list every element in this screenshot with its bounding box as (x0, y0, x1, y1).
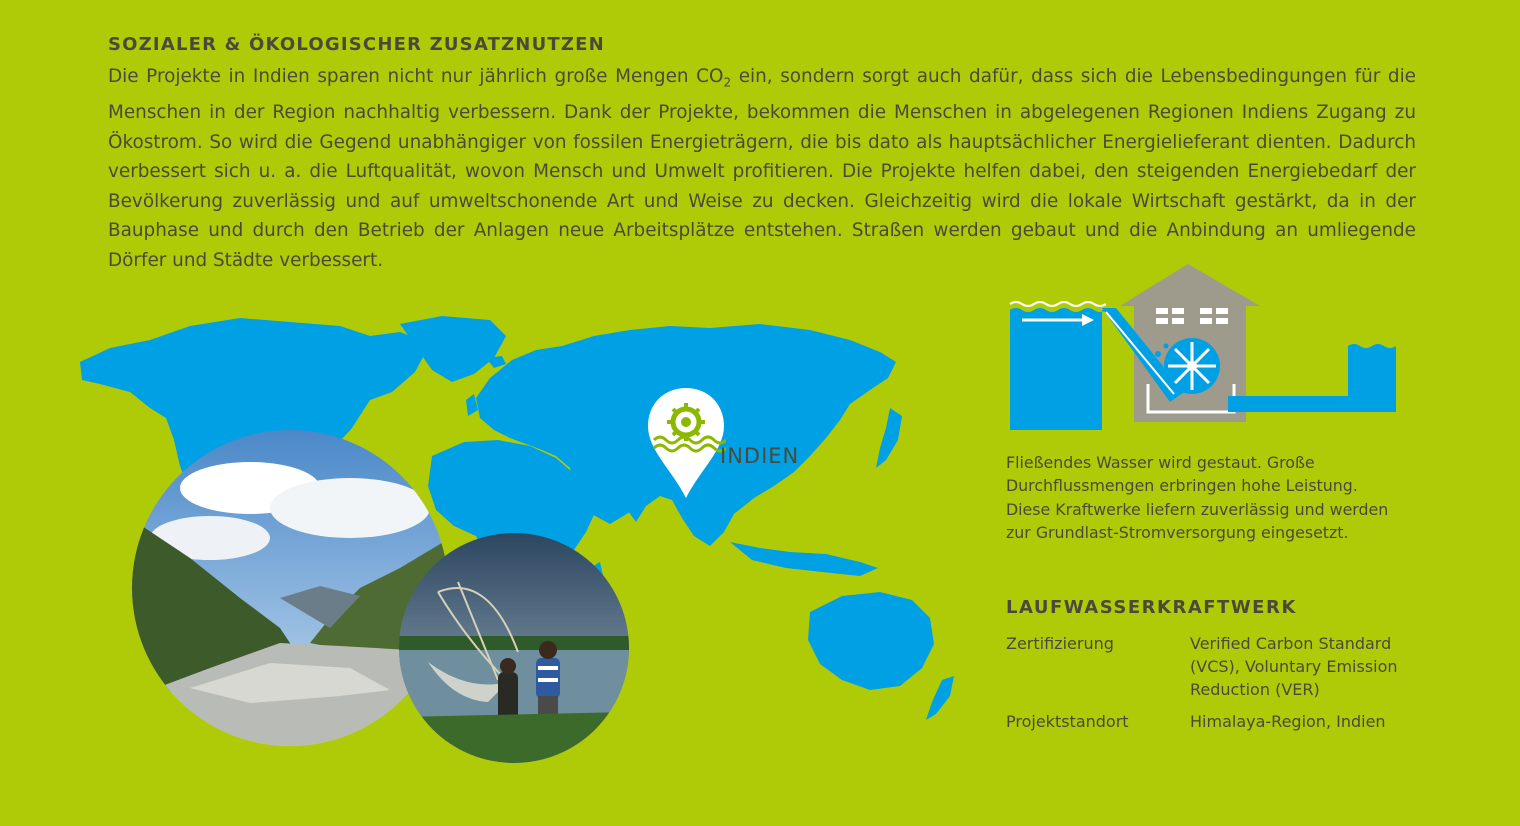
info-row-location (1006, 710, 1420, 742)
hydropower-diagram (1006, 262, 1398, 432)
fishing-net-photo (398, 532, 630, 764)
project-info-table (1006, 632, 1420, 742)
info-key: Projektstandort (1006, 712, 1129, 731)
outflow-channel (1228, 344, 1396, 412)
project-type-title: LAUFWASSERKRAFTWERK (1006, 597, 1297, 618)
intro-paragraph: Die Projekte in Indien sparen nicht nur jährlich große Mengen $CO_2$ ein, sondern sorgt auch dafür, dass sich die Lebensbedingungen für die Menschen in der Region nachhaltig verbessern. Dank der Projekte, bekommen die Menschen in abgelegenen Regionen Indiens Zugang zu Ökostrom. So wird die Gegend unabhängiger von fossilen Energieträgern, die bis dato als hauptsächlicher Energielieferant dienten. Dadurch verbessert sich u. a. die Luftqualität, wovon Mensch und Umwelt profitieren. Die Projekte helfen dabei, den steigenden Energiebedarf der Bevölkerung zuverlässig und auf umweltschonende Art und Weise zu decken. Gleichzeitig wird die lokale Wirtschaft gestärkt, da in der Bauphase und durch den Betrieb der Anlagen neue Arbeitsplätze entstehen. Straßen werden gebaut und die Anbindung an umliegende Dörfer und Städte verbessert. (108, 66, 1417, 271)
reservoir-shape (1010, 308, 1106, 430)
diagram-description: Fließendes Wasser wird gestaut. Große Durchflussmengen erbringen hohe Leistung. Diese Kraftwerke liefern zuverlässig und werden zur Grundlast-Stromversorgung eingesetzt. (1006, 453, 1389, 542)
info-row-certification (1006, 632, 1420, 710)
info-value: Himalaya-Region, Indien (1190, 712, 1386, 731)
map-pin-label: INDIEN (720, 444, 800, 468)
map-pin-icon (646, 386, 726, 500)
section-heading: SOZIALER & ÖKOLOGISCHER ZUSATZNUTZEN (108, 34, 605, 55)
info-key: Zertifizierung (1006, 634, 1114, 653)
info-value: Verified Carbon Standard (VCS), Voluntary Emission Reduction (VER) (1190, 634, 1398, 699)
